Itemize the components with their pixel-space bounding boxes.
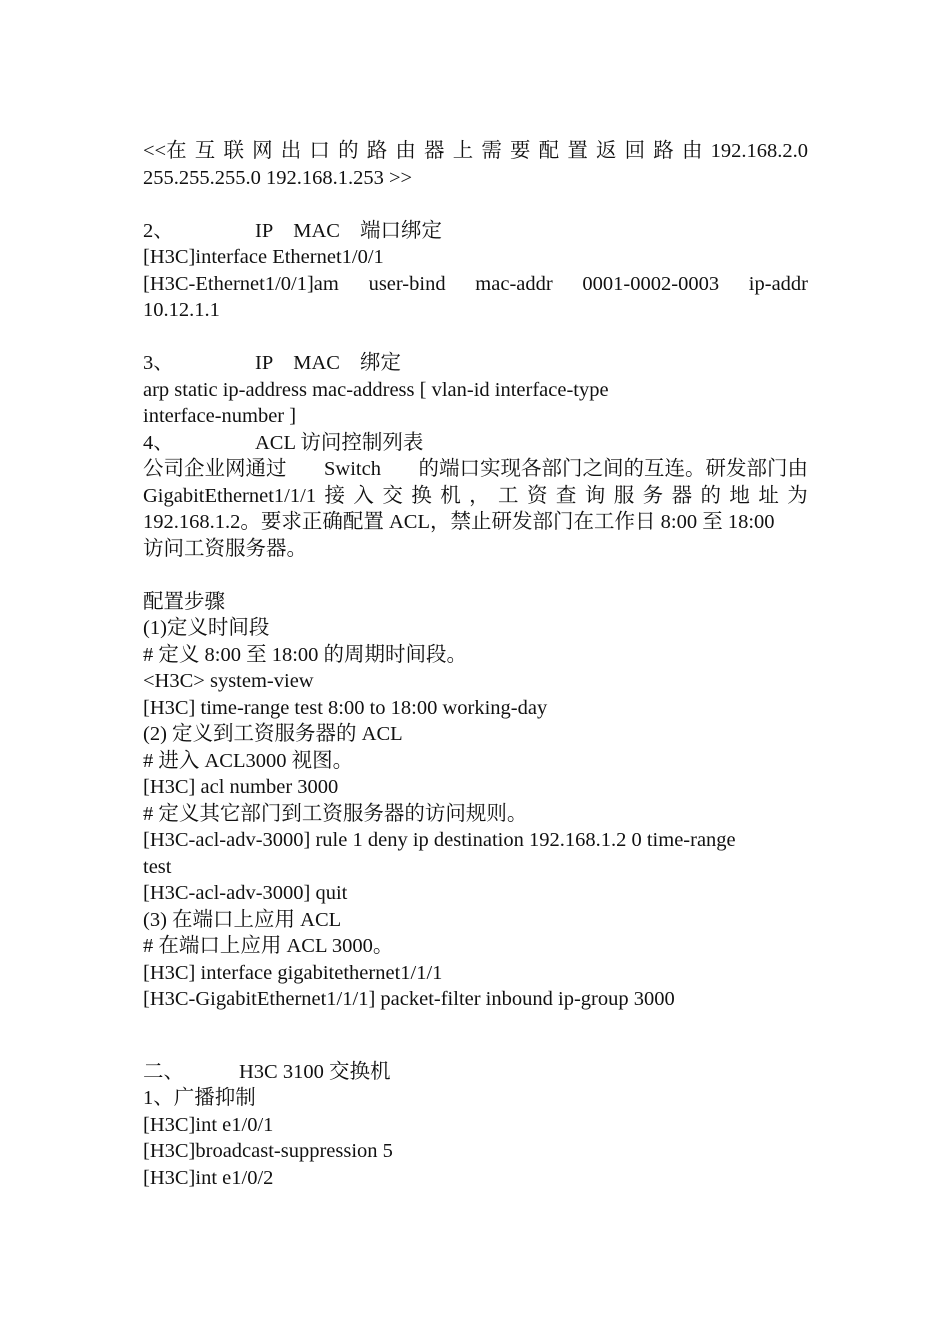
step-line: # 在端口上应用 ACL 3000。 (143, 935, 394, 957)
paragraph-line (143, 456, 808, 483)
spacer (143, 562, 808, 589)
heading-mac: MAC (293, 219, 340, 242)
section-number: 3、 (143, 352, 174, 374)
route-note-word: 器 (424, 140, 445, 162)
section-number: 2、 (143, 219, 174, 242)
route-note-word: 由 (395, 140, 416, 162)
section-title: 绑定 (359, 352, 401, 374)
step-line: <H3C> system-view (143, 670, 314, 692)
command-word: mac-addr (475, 272, 553, 295)
paragraph-word: 址 (758, 484, 779, 507)
route-note-word: <<在 (143, 140, 187, 162)
paragraph-word: 的端口实现各部门之间的互连。研发部门由 (418, 458, 808, 480)
paragraph-word: 机 (440, 484, 461, 507)
route-note-word: 互 (194, 140, 216, 162)
route-note-word: 192.168.2.0 (710, 140, 808, 162)
paragraph-word: 公司企业网通过 (143, 458, 287, 480)
command-line: interface-number ] (143, 405, 297, 427)
step-line: # 定义 8:00 至 18:00 的周期时间段。 (143, 643, 468, 666)
command-line: 10.12.1.1 (143, 299, 220, 321)
paragraph-word: 换 (411, 484, 432, 507)
step-line: [H3C] acl number 3000 (143, 776, 339, 798)
section-number: 4、 (143, 431, 174, 454)
step-line: [H3C] interface gigabitethernet1/1/1 (143, 961, 443, 984)
document-body (143, 138, 808, 1191)
step-line: [H3C-acl-adv-3000] quit (143, 882, 348, 904)
section-4-heading (143, 430, 808, 457)
command-word: 0001-0002-0003 (582, 272, 720, 295)
step-line: [H3C-acl-adv-3000] rule 1 deny ip destination 192.168.1.2 0 time-range (143, 829, 736, 851)
route-note-word: 要 (510, 140, 531, 162)
route-note-word: 路 (653, 140, 674, 162)
section-3-heading (143, 350, 808, 377)
heading-mac: MAC (293, 352, 340, 374)
route-note-word: 置 (567, 140, 588, 162)
command-line-justified (143, 271, 808, 298)
section-title: ACL 访问控制列表 (255, 431, 424, 454)
paragraph-line: 访问工资服务器。 (143, 537, 307, 560)
heading-ip: IP (255, 352, 274, 374)
paragraph-word: GigabitEthernet1/1/1 (143, 484, 317, 507)
part-2-line: [H3C]int e1/0/2 (143, 1166, 274, 1189)
paragraph-word: 地 (729, 484, 750, 507)
part-2-line: [H3C]int e1/0/1 (143, 1113, 274, 1136)
part-number: 二、 (143, 1060, 184, 1083)
command-word: ip-addr (748, 272, 808, 295)
heading-ip: IP (255, 219, 274, 242)
paragraph-word: 服 (613, 484, 635, 507)
step-line: test (143, 855, 172, 878)
paragraph-word: 交 (382, 484, 403, 507)
paragraph-word: ， (469, 484, 490, 507)
step-line: (1)定义时间段 (143, 617, 270, 639)
route-note-line-2: 255.255.255.0 192.168.1.253 >> (143, 166, 413, 189)
paragraph-word: 入 (353, 484, 374, 507)
route-note-line-1 (143, 138, 808, 165)
paragraph-word: 务 (642, 484, 664, 507)
paragraph-word: 的 (700, 484, 721, 507)
part-2-line: [H3C]broadcast-suppression 5 (143, 1140, 393, 1162)
spacer (143, 1013, 808, 1059)
paragraph-word: Switch (324, 458, 381, 480)
step-line: # 进入 ACL3000 视图。 (143, 749, 354, 772)
section-2-heading (143, 218, 808, 245)
route-note-word: 需 (481, 140, 502, 162)
paragraph-word: 工 (498, 484, 519, 507)
route-note-word: 网 (252, 140, 273, 162)
paragraph-word: 询 (584, 484, 606, 507)
route-note-word: 回 (624, 140, 646, 162)
part-title: H3C 3100 交换机 (239, 1060, 391, 1083)
route-note-word: 路 (366, 140, 388, 162)
paragraph-word: 查 (555, 484, 577, 507)
route-note-word: 联 (223, 140, 244, 162)
command-word: user-bind (368, 272, 446, 295)
step-line: # 定义其它部门到工资服务器的访问规则。 (143, 802, 528, 825)
spacer (143, 324, 808, 351)
spacer (143, 191, 808, 218)
route-note-word: 出 (280, 140, 302, 162)
paragraph-line: 192.168.1.2。要求正确配置 ACL，禁止研发部门在工作日 8:00 至 18:00 (143, 511, 775, 533)
section-title: 端口绑定 (359, 219, 442, 242)
route-note-word: 口 (309, 140, 330, 162)
step-line: [H3C] time-range test 8:00 to 18:00 working-day (143, 696, 548, 719)
paragraph-word: 接 (324, 484, 345, 507)
route-note-word: 返 (595, 140, 617, 162)
step-line: (3) 在端口上应用 ACL (143, 908, 342, 931)
command-line: arp static ip-address mac-address [ vlan-id interface-type (143, 378, 609, 401)
route-note-word: 的 (338, 140, 359, 162)
steps-title: 配置步骤 (143, 590, 225, 613)
paragraph-word: 器 (671, 484, 693, 507)
paragraph-word: 资 (526, 484, 548, 507)
step-line: [H3C-GigabitEthernet1/1/1] packet-filter inbound ip-group 3000 (143, 988, 675, 1010)
route-note-word: 上 (452, 140, 474, 162)
step-line: (2) 定义到工资服务器的 ACL (143, 723, 403, 745)
command-line: [H3C]interface Ethernet1/0/1 (143, 246, 384, 268)
part-2-line: 1、广播抑制 (143, 1087, 256, 1109)
part-2-heading (143, 1059, 808, 1086)
paragraph-line (143, 483, 808, 510)
paragraph-word: 为 (787, 484, 808, 507)
route-note-word: 由 (681, 140, 703, 162)
route-note-word: 配 (538, 140, 560, 162)
command-word: [H3C-Ethernet1/0/1]am (143, 272, 339, 295)
